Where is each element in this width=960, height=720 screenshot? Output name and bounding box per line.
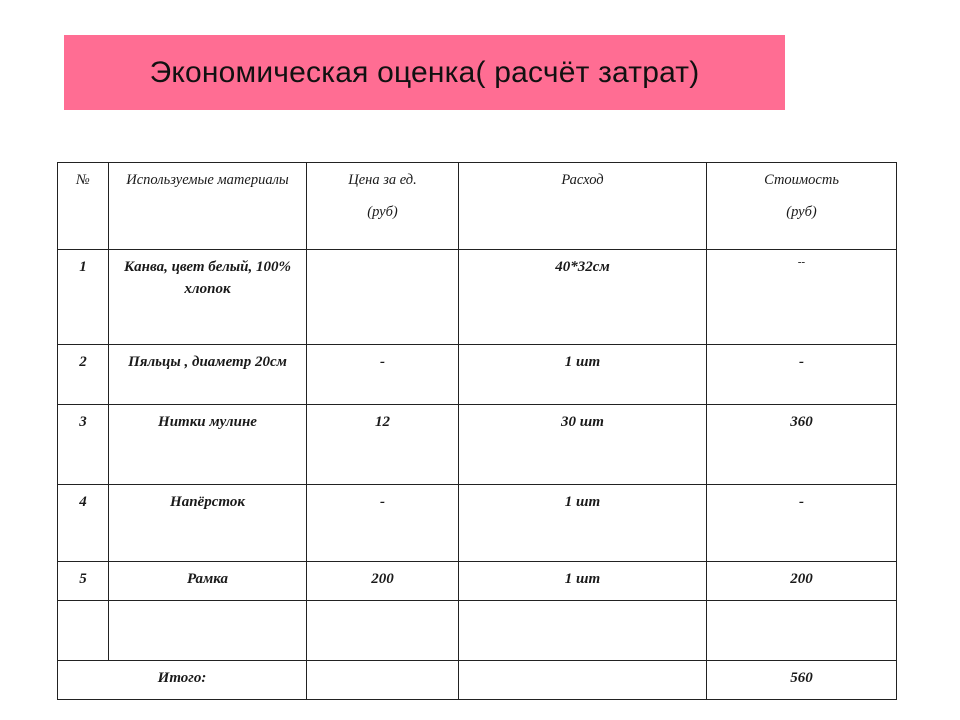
row-material: Напёрсток (109, 485, 307, 562)
title-banner (64, 35, 785, 110)
row-num: 5 (58, 562, 109, 601)
row-cost: 200 (707, 562, 897, 601)
row-consumption: 30 шт (459, 405, 707, 485)
row-material: Нитки мулине (109, 405, 307, 485)
row-cost-value: -- (797, 256, 806, 268)
table-row (58, 405, 897, 485)
row-cost: - (707, 485, 897, 562)
header-cost-unit: (руб) (786, 204, 817, 220)
header-cost-label: Стоимость (764, 172, 839, 188)
row-num: 3 (58, 405, 109, 485)
page-title: Экономическая оценка( расчёт затрат) (149, 55, 700, 89)
header-price (307, 163, 459, 250)
total-cost: 560 (707, 661, 897, 700)
row-num: 1 (58, 250, 109, 345)
row-consumption: 40*32см (459, 250, 707, 345)
row-price: - (307, 345, 459, 405)
row-cost: 360 (707, 405, 897, 485)
table-header-row (58, 163, 897, 250)
row-cost (707, 250, 897, 345)
empty-cell (707, 601, 897, 661)
row-material: Пяльцы , диаметр 20см (109, 345, 307, 405)
row-consumption: 1 шт (459, 485, 707, 562)
row-num: 2 (58, 345, 109, 405)
header-material: Используемые материалы (109, 163, 307, 250)
table-total-row (58, 661, 897, 700)
empty-cell (109, 601, 307, 661)
row-consumption: 1 шт (459, 345, 707, 405)
row-material: Канва, цвет белый, 100% хлопок (109, 250, 307, 345)
row-consumption: 1 шт (459, 562, 707, 601)
empty-cell (459, 661, 707, 700)
empty-cell (307, 661, 459, 700)
row-material: Рамка (109, 562, 307, 601)
header-num: № (58, 163, 109, 250)
table-row (58, 562, 897, 601)
table-row (58, 485, 897, 562)
total-label: Итого: (58, 661, 307, 700)
empty-cell (307, 601, 459, 661)
header-cost (707, 163, 897, 250)
row-price: 12 (307, 405, 459, 485)
table-row (58, 250, 897, 345)
cost-table (57, 162, 897, 700)
row-price: - (307, 485, 459, 562)
row-num: 4 (58, 485, 109, 562)
header-price-label: Цена за ед. (348, 172, 417, 188)
table-row-empty (58, 601, 897, 661)
empty-cell (58, 601, 109, 661)
header-price-unit: (руб) (367, 204, 398, 220)
empty-cell (459, 601, 707, 661)
row-price: 200 (307, 562, 459, 601)
header-consumption: Расход (459, 163, 707, 250)
row-price (307, 250, 459, 345)
table-row (58, 345, 897, 405)
row-cost: - (707, 345, 897, 405)
